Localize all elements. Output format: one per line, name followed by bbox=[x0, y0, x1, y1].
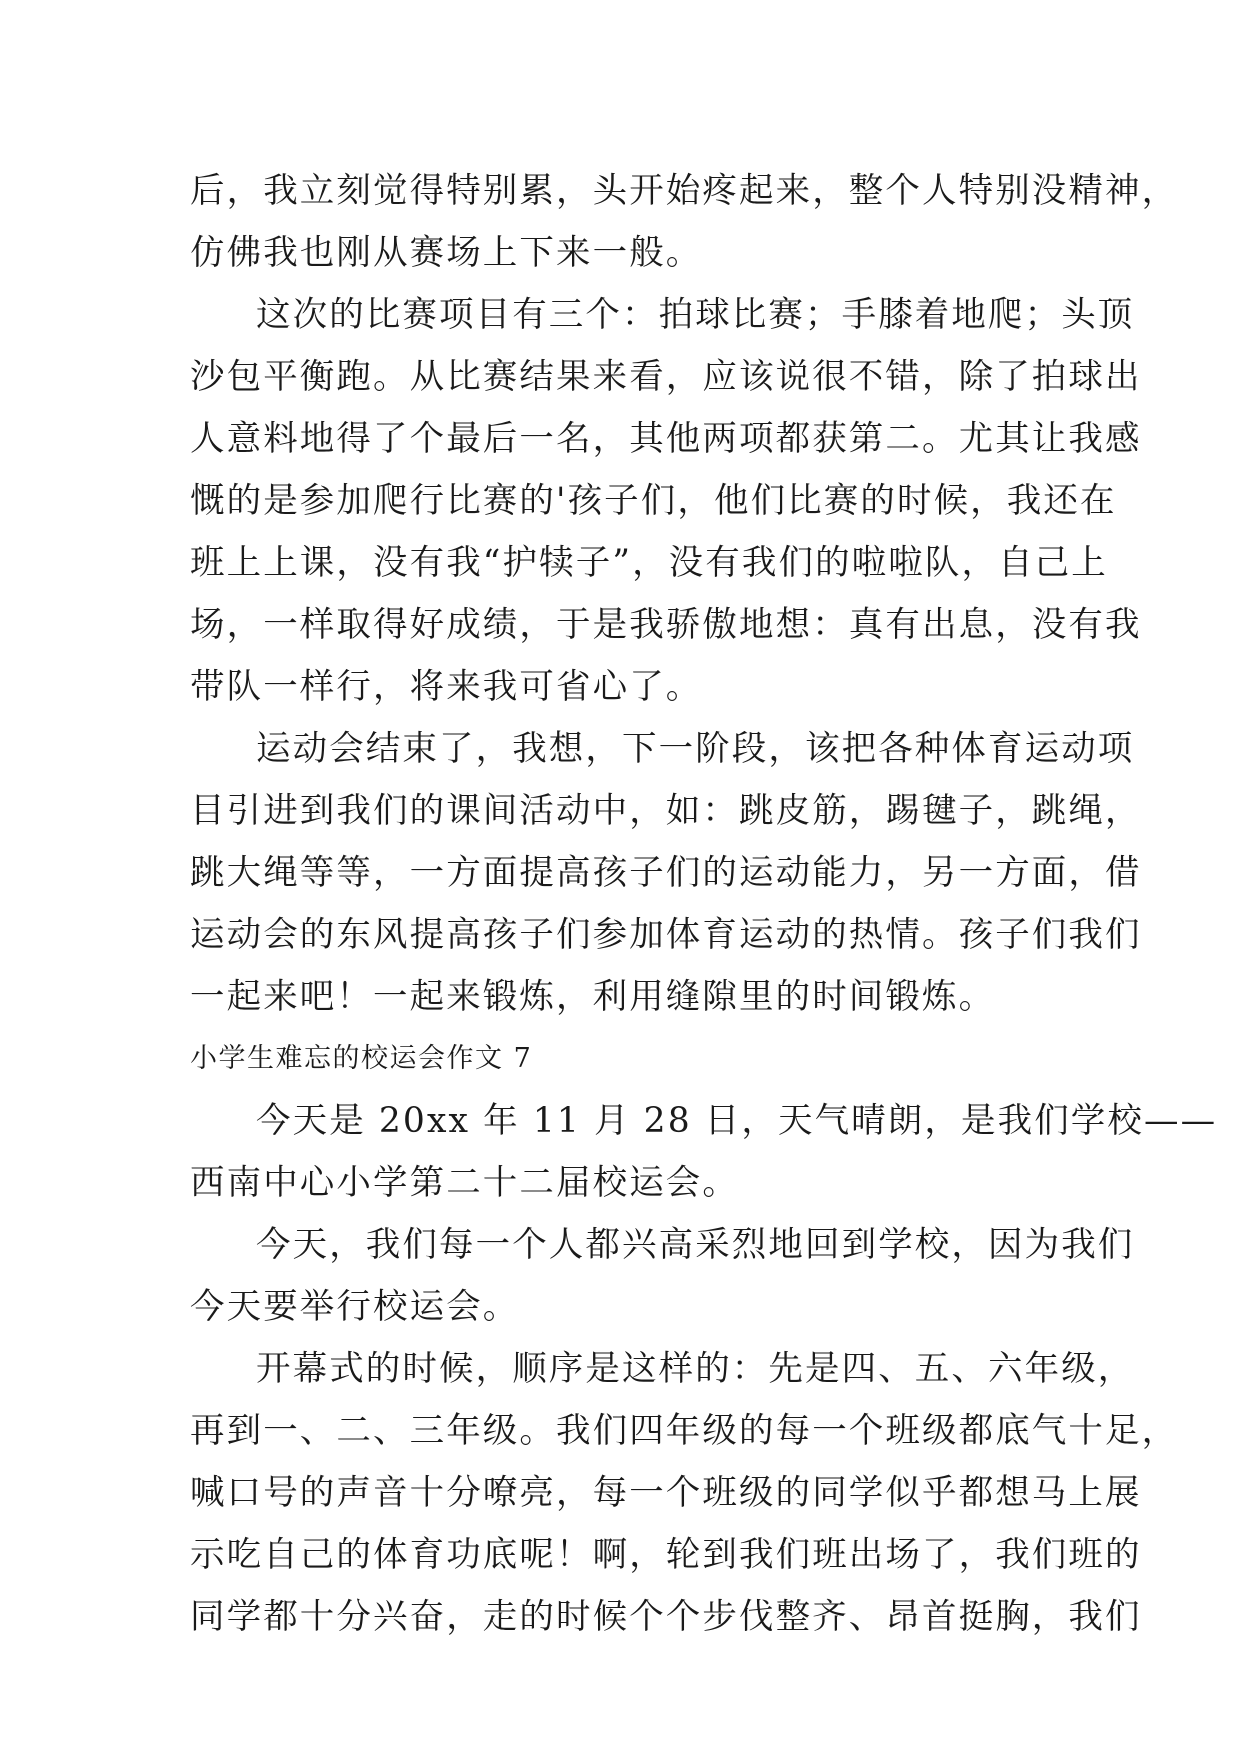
text-line: 慨的是参加爬行比赛的'孩子们，他们比赛的时候，我还在 bbox=[190, 481, 1117, 521]
text-line: 开幕式的时候，顺序是这样的：先是四、五、六年级， bbox=[256, 1349, 1135, 1389]
text-line: 运动会结束了，我想，下一阶段，该把各种体育运动项 bbox=[256, 729, 1135, 769]
text-line: 仿佛我也刚从赛场上下来一般。 bbox=[190, 233, 703, 273]
text-line: 这次的比赛项目有三个：拍球比赛；手膝着地爬；头顶 bbox=[256, 295, 1135, 335]
text-line: 今天要举行校运会。 bbox=[190, 1287, 520, 1327]
text-line: 同学都十分兴奋，走的时候个个步伐整齐、昂首挺胸，我们 bbox=[190, 1597, 1142, 1637]
text-line: 一起来吧！一起来锻炼，利用缝隙里的时间锻炼。 bbox=[190, 977, 996, 1017]
text-line: 喊口号的声音十分嘹亮，每一个班级的同学似乎都想马上展 bbox=[190, 1473, 1142, 1513]
text-line: 跳大绳等等，一方面提高孩子们的运动能力，另一方面，借 bbox=[190, 853, 1142, 893]
text-line: 后，我立刻觉得特别累，头开始疼起来，整个人特别没精神， bbox=[190, 171, 1179, 211]
text-line: 今天，我们每一个人都兴高采烈地回到学校，因为我们 bbox=[256, 1225, 1135, 1265]
body-text bbox=[190, 160, 1218, 1648]
text-line: 人意料地得了个最后一名，其他两项都获第二。尤其让我感 bbox=[190, 419, 1142, 459]
text-line: 班上上课，没有我“护犊子”，没有我们的啦啦队，自己上 bbox=[190, 543, 1108, 583]
text-line: 今天是 20xx 年 11 月 28 日，天气晴朗，是我们学校—— bbox=[256, 1101, 1218, 1141]
text-line: 再到一、二、三年级。我们四年级的每一个班级都底气十足， bbox=[190, 1411, 1179, 1451]
text-line: 场，一样取得好成绩，于是我骄傲地想：真有出息，没有我 bbox=[190, 605, 1142, 645]
text-line: 带队一样行，将来我可省心了。 bbox=[190, 667, 703, 707]
section-heading: 小学生难忘的校运会作文 7 bbox=[190, 1043, 533, 1074]
text-line: 沙包平衡跑。从比赛结果来看，应该说很不错，除了拍球出 bbox=[190, 357, 1142, 397]
text-line: 西南中心小学第二十二届校运会。 bbox=[190, 1163, 739, 1203]
text-line: 示吃自己的体育功底呢！啊，轮到我们班出场了，我们班的 bbox=[190, 1535, 1142, 1575]
text-line: 目引进到我们的课间活动中，如：跳皮筋，踢毽子，跳绳， bbox=[190, 791, 1142, 831]
text-line: 运动会的东风提高孩子们参加体育运动的热情。孩子们我们 bbox=[190, 915, 1142, 955]
